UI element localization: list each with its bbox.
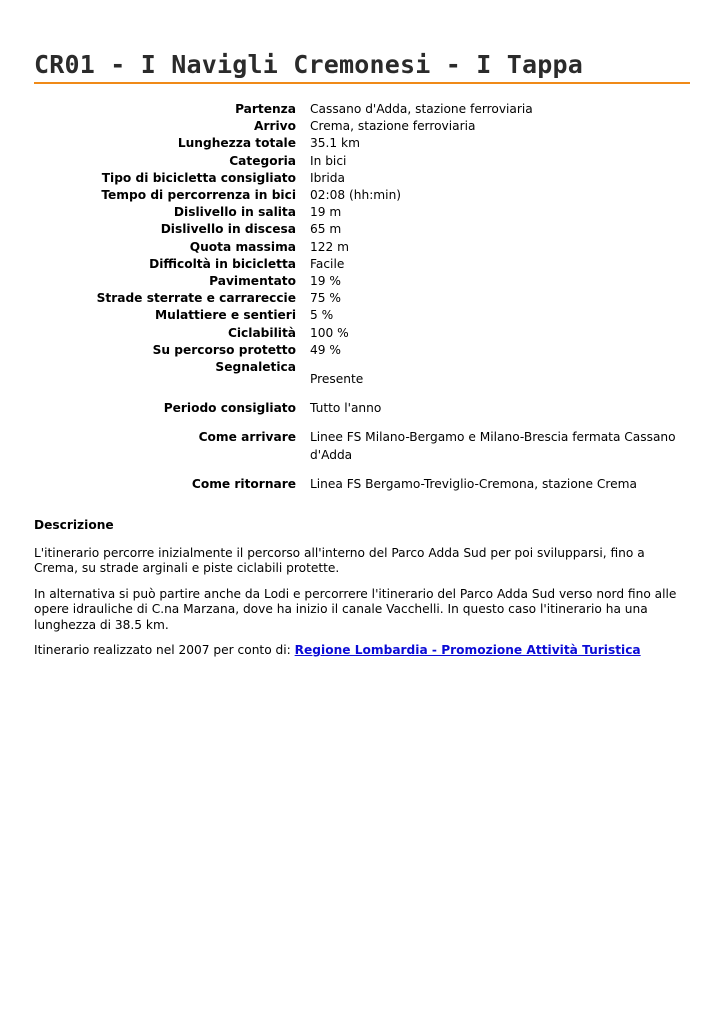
detail-value: Presente <box>310 372 364 387</box>
detail-label: Dislivello in discesa <box>160 222 296 237</box>
detail-row-dislivello-salita <box>34 204 690 221</box>
detail-row-partenza <box>34 101 690 118</box>
detail-value: Ibrida <box>310 170 345 185</box>
detail-value: Tutto l'anno <box>310 401 382 416</box>
detail-row-sterrate <box>34 290 690 307</box>
detail-value: Linee FS Milano-Bergamo e Milano-Brescia fermata Cassano d'Adda <box>310 430 676 462</box>
detail-row-periodo <box>34 400 690 417</box>
detail-row-quota-massima <box>34 239 690 256</box>
detail-value: Crema, stazione ferroviaria <box>310 119 476 134</box>
detail-row-segnaletica <box>34 359 690 388</box>
detail-label: Come arrivare <box>198 430 296 445</box>
credit-prefix: Itinerario realizzato nel 2007 per conto di: <box>34 643 291 658</box>
detail-value: In bici <box>310 153 347 168</box>
detail-label: Come ritornare <box>191 476 296 491</box>
detail-label: Arrivo <box>254 119 296 134</box>
detail-label: Partenza <box>235 102 296 116</box>
detail-value: 122 m <box>310 239 350 254</box>
detail-label: Dislivello in salita <box>173 205 296 220</box>
detail-row-tipo-bicicletta <box>34 170 690 187</box>
detail-row-tempo <box>34 187 690 204</box>
credit-link[interactable]: Regione Lombardia - Promozione Attività Turistica <box>294 643 641 658</box>
detail-label: Mulattiere e sentieri <box>155 308 296 323</box>
detail-label: Periodo consigliato <box>163 401 296 416</box>
detail-value: Facile <box>310 256 345 271</box>
page-title: CR01 - I Navigli Cremonesi - I Tappa <box>34 50 584 79</box>
detail-label: Categoria <box>229 153 296 168</box>
detail-row-ciclabilita <box>34 325 690 342</box>
detail-value: 65 m <box>310 222 342 237</box>
detail-label: Segnaletica <box>215 360 296 375</box>
document-page <box>34 0 690 659</box>
detail-value: 35.1 km <box>310 136 360 151</box>
credit-line <box>34 643 690 658</box>
route-details <box>34 101 690 493</box>
detail-row-pavimentato <box>34 273 690 290</box>
detail-row-difficolta <box>34 256 690 273</box>
detail-value: 75 % <box>310 291 341 306</box>
detail-row-come-arrivare <box>34 429 690 463</box>
detail-value: 19 m <box>310 205 342 220</box>
title-underline <box>34 82 690 84</box>
detail-row-arrivo <box>34 118 690 135</box>
detail-row-mulattiere <box>34 307 690 324</box>
detail-value: Linea FS Bergamo-Treviglio-Cremona, stazione Crema <box>310 476 637 491</box>
detail-label: Difficoltà in bicicletta <box>149 256 296 271</box>
detail-row-percorso-protetto <box>34 342 690 359</box>
detail-label: Ciclabilità <box>227 325 296 340</box>
detail-value: 5 % <box>310 308 334 323</box>
detail-label: Strade sterrate e carrareccie <box>96 291 296 306</box>
detail-label: Su percorso protetto <box>152 342 296 357</box>
description-paragraph: L'itinerario percorre inizialmente il percorso all'interno del Parco Adda Sud per poi svilupparsi, fino a Crema, su strade arginali e piste ciclabili protette. <box>34 546 645 576</box>
detail-label: Lunghezza totale <box>177 136 296 151</box>
detail-value: Cassano d'Adda, stazione ferroviaria <box>310 102 533 116</box>
detail-value: 19 % <box>310 274 341 289</box>
description-heading: Descrizione <box>34 518 114 533</box>
detail-row-dislivello-discesa <box>34 221 690 238</box>
detail-label: Tipo di bicicletta consigliato <box>101 170 296 185</box>
detail-row-categoria <box>34 153 690 170</box>
detail-row-lunghezza <box>34 135 690 152</box>
detail-label: Tempo di percorrenza in bici <box>101 188 296 203</box>
detail-value: 02:08 (hh:min) <box>310 188 402 203</box>
detail-label: Pavimentato <box>209 274 296 289</box>
detail-value: 100 % <box>310 325 349 340</box>
detail-row-come-ritornare <box>34 476 690 493</box>
detail-value: 49 % <box>310 342 341 357</box>
detail-label: Quota massima <box>189 239 296 254</box>
description-paragraph: In alternativa si può partire anche da Lodi e percorrere l'itinerario del Parco Adda Sud verso nord fino alle opere idrauliche di C.na Marzana, dove ha inizio il canale Vacchelli. In questo caso l'itinerario ha una lunghezza di 38.5 km. <box>34 586 677 632</box>
